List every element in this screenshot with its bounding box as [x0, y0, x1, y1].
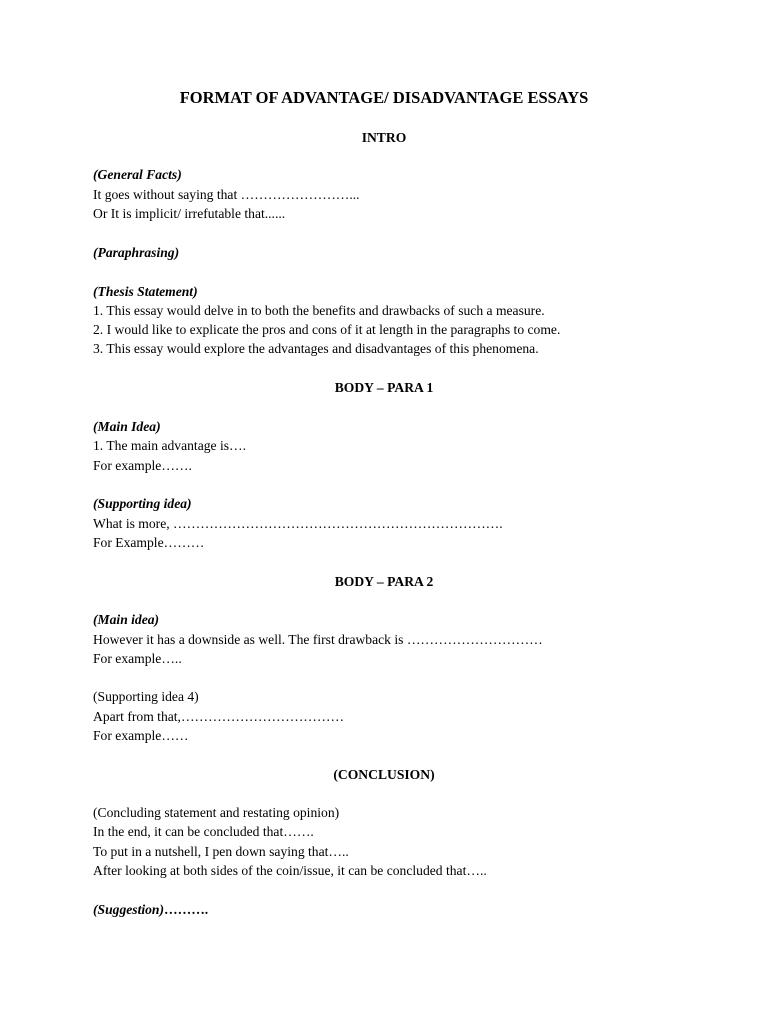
conclusion-line: In the end, it can be concluded that…….	[93, 824, 314, 839]
intro-line: Or It is implicit/ irrefutable that......	[93, 206, 286, 221]
thesis-line: 3. This essay would explore the advantages and disadvantages of this phenomena.	[93, 341, 539, 356]
body1-supporting-label: (Supporting idea)	[93, 496, 192, 511]
suggestion-line	[93, 901, 728, 919]
intro-heading: INTRO	[361, 130, 407, 145]
body1-main-idea-label: (Main Idea)	[93, 419, 161, 434]
body2-line: Apart from that,………………………………	[93, 709, 345, 724]
conclusion-heading: (CONCLUSION)	[333, 767, 435, 782]
conclusion-line: To put in a nutshell, I pen down saying that…..	[93, 844, 349, 859]
conclusion-statement-label: (Concluding statement and restating opinion)	[93, 805, 340, 820]
suggestion-label: (Suggestion)	[93, 902, 165, 917]
body2-line: For example……	[93, 728, 189, 743]
intro-line: It goes without saying that ……………………...	[93, 187, 360, 202]
body1-line: What is more, ……………………………………………………………….	[93, 516, 503, 531]
body2-main-idea-label: (Main idea)	[93, 612, 160, 627]
body1-line: For example…….	[93, 458, 192, 473]
body2-heading: BODY – PARA 2	[334, 574, 434, 589]
body1-heading: BODY – PARA 1	[334, 380, 434, 395]
conclusion-line: After looking at both sides of the coin/issue, it can be concluded that…..	[93, 863, 487, 878]
document-title: FORMAT OF ADVANTAGE/ DISADVANTAGE ESSAYS	[179, 88, 589, 107]
general-facts-label: (General Facts)	[93, 167, 182, 182]
thesis-label: (Thesis Statement)	[93, 284, 198, 299]
body1-line: 1. The main advantage is….	[93, 438, 247, 453]
body1-line: For Example………	[93, 535, 205, 550]
body2-line: However it has a downside as well. The first drawback is …………………………	[93, 632, 543, 647]
paraphrasing-label: (Paraphrasing)	[93, 245, 180, 260]
suggestion-dots: ……….	[164, 902, 209, 917]
thesis-line: 1. This essay would delve in to both the benefits and drawbacks of such a measure.	[93, 303, 545, 318]
body2-line: For example…..	[93, 651, 182, 666]
thesis-line: 2. I would like to explicate the pros and cons of it at length in the paragraphs to come.	[93, 322, 561, 337]
body2-supporting-label: (Supporting idea 4)	[93, 689, 199, 704]
